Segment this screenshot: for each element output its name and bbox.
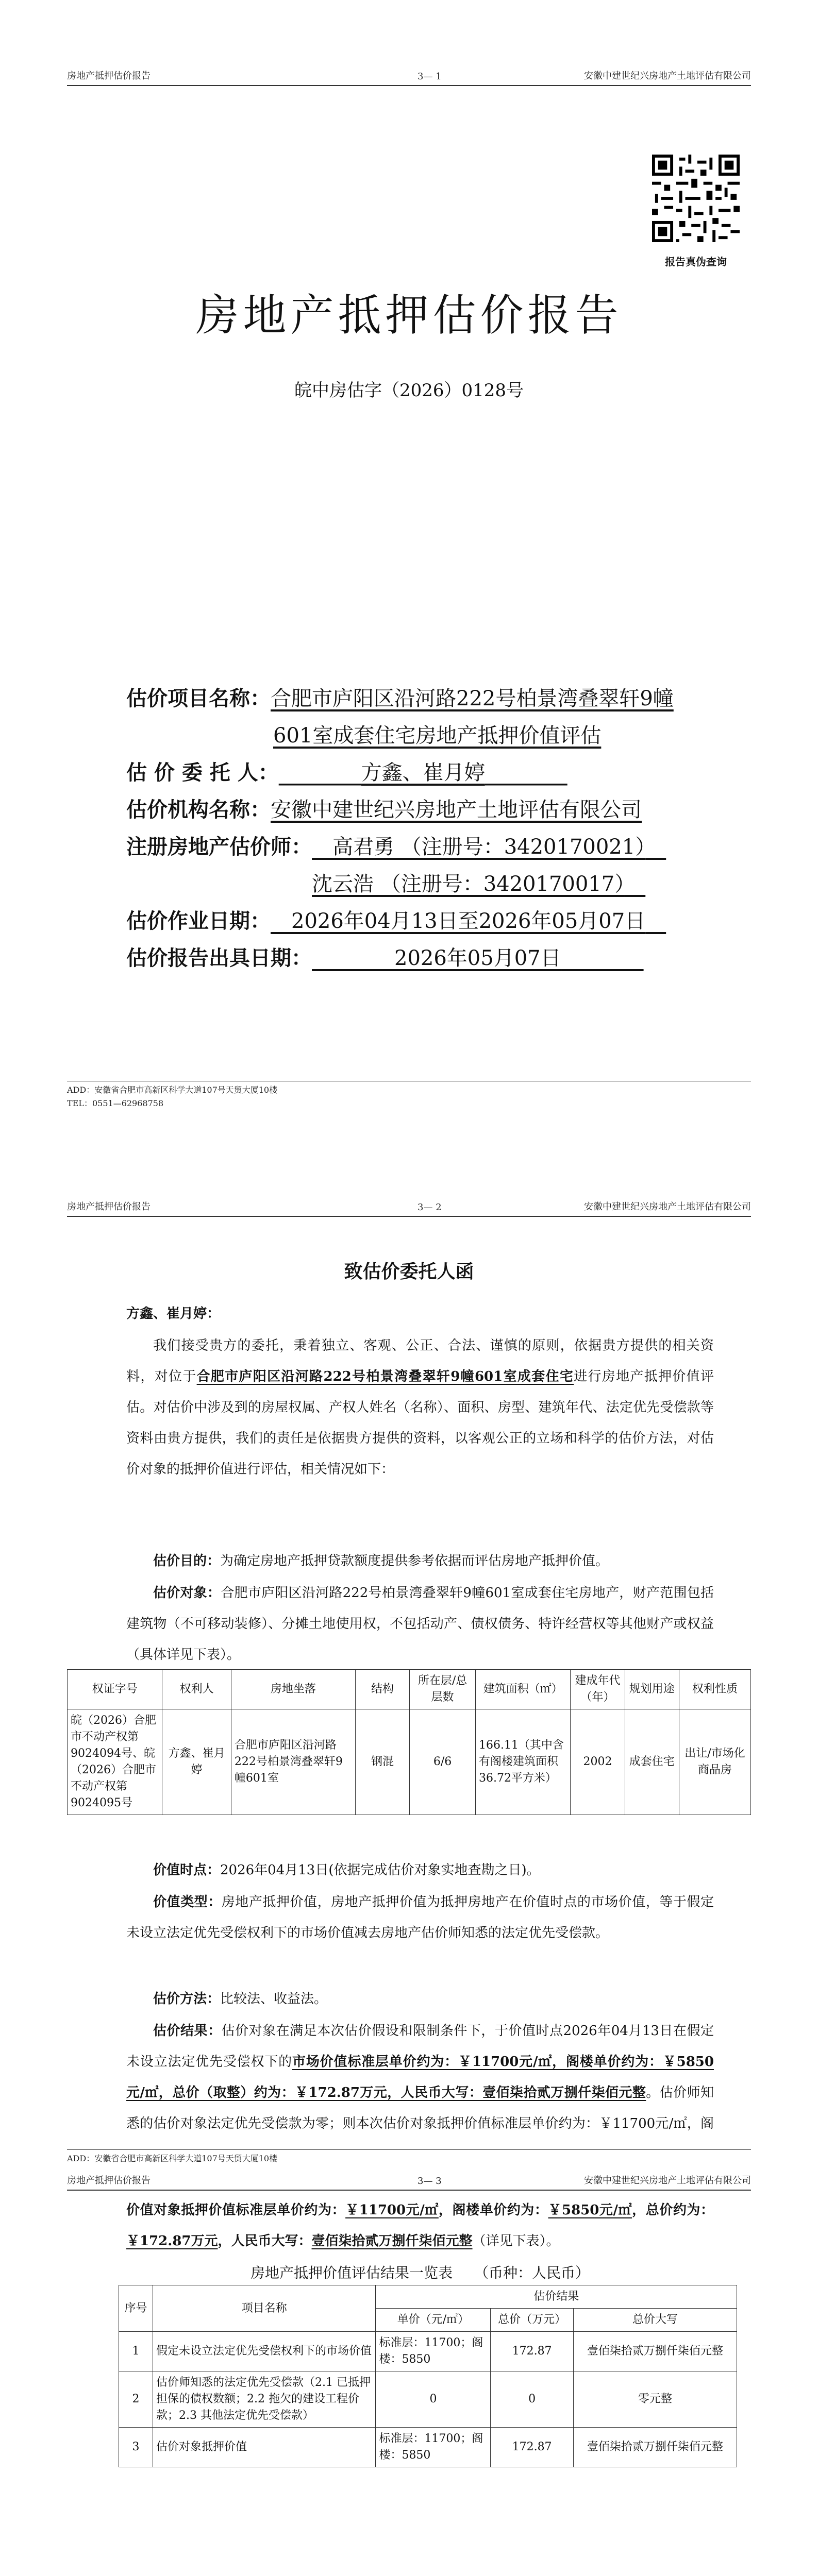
table-header: 结构: [355, 1670, 409, 1709]
project-name-2: 601室成套住宅房地产抵押价值评估: [273, 724, 602, 748]
property-table: [67, 1669, 751, 1815]
table-cell: 出让/市场化商品房: [679, 1709, 750, 1815]
header-page-number: 3— 3: [418, 2176, 442, 2187]
table-row: [119, 2371, 737, 2428]
letter-result: 估价结果：估价对象在满足本次估价假设和限制条件下，于价值时点2026年04月13日在假定未设立法定优先受偿权下的市场价值标准层单价约为：￥11700元/㎡，阁楼单价约为：￥5850元/㎡，总价（取整）约为：￥172.87万元，人民币大写：壹佰柒拾贰万捌仟柒佰元整。估价师知悉的估价对象法定优先受偿款为零；则本次估价对象抵押价值标准层单价约为：￥11700元/㎡，阁: [126, 2023, 714, 2131]
header-title: 房地产抵押估价报告: [67, 1201, 151, 1212]
client-name: 方鑫、崔月婷: [361, 761, 485, 785]
agency-label: 估价机构名称：: [126, 798, 271, 822]
table-cell: 成套住宅: [625, 1709, 679, 1815]
result-continued: 价值对象抵押价值标准层单价约为：￥11700元/㎡，阁楼单价约为：￥5850元/㎡，总价约为：￥172.87万元，人民币大写：壹佰柒拾贰万捌仟柒佰元整（详见下表）。: [126, 2202, 714, 2249]
header-item: 项目名称: [153, 2285, 375, 2332]
page-2: [0, 1108, 818, 2169]
row-item: 假定未设立法定优先受偿权利下的市场价值: [153, 2332, 375, 2371]
footer-address: ADD：安徽省合肥市高新区科学大道107号天贸大厦10楼: [67, 2154, 278, 2163]
issue-date-label: 估价报告出具日期：: [126, 946, 312, 970]
page-header: [67, 1200, 751, 1217]
summary-table: [119, 2285, 737, 2467]
agency-row: [126, 791, 719, 828]
letter-value-date: 价值时点：2026年04月13日(依据完成估价对象实地查勘之日)。: [153, 1862, 540, 1878]
footer-address: ADD：安徽省合肥市高新区科学大道107号天贸大厦10楼: [67, 1085, 278, 1095]
table-header: 权证字号: [68, 1670, 162, 1709]
row-no: 2: [119, 2371, 153, 2428]
letter-intro: 我们接受贵方的委托，秉着独立、客观、公正、合法、谨慎的原则，依据贵方提供的相关资料，对位于合肥市庐阳区沿河路222号柏景湾叠翠轩9幢601室成套住宅进行房地产抵押价值评估。对估价中涉及到的房屋权属、产权人姓名（名称）、面积、房型、建筑年代、法定优先受偿款等资料由贵方提供，我们的责任是依据贵方提供的资料，以客观公正的立场和科学的估价方法，对估价对象的抵押价值进行评估，相关情况如下：: [126, 1338, 714, 1477]
qr-code[interactable]: [652, 155, 740, 242]
client-label: 估 价 委 托 人：: [126, 760, 279, 785]
letter-method: 估价方法：比较法、收益法。: [153, 1991, 328, 2007]
issue-date: 2026年05月07日: [394, 946, 561, 970]
work-date-label: 估价作业日期：: [126, 909, 271, 933]
letter-title: 致估价委托人函: [344, 1261, 474, 1282]
table-cell: 166.11（其中含有阁楼建筑面积36.72平方米）: [475, 1709, 570, 1815]
row-no: 1: [119, 2332, 153, 2371]
header-page-number: 3— 1: [418, 71, 442, 82]
letter-salutation: 方鑫、崔月婷：: [126, 1306, 221, 1321]
row-item: 估价师知悉的法定优先受偿款（2.1 已抵押担保的债权数额；2.2 拖欠的建设工程价款；2.3 其他法定优先受偿款）: [153, 2371, 375, 2428]
table-header: 权利人: [162, 1670, 231, 1709]
project-name-1: 合肥市庐阳区沿河路222号柏景湾叠翠轩9幢: [271, 687, 674, 710]
agency-name: 安徽中建世纪兴房地产土地评估有限公司: [271, 798, 642, 822]
row-item: 估价对象抵押价值: [153, 2428, 375, 2467]
header-title: 房地产抵押估价报告: [67, 71, 151, 81]
work-date-row: [126, 903, 719, 940]
row-unit: 标准层：11700；阁楼：5850: [376, 2332, 491, 2371]
project-row: [126, 680, 719, 717]
row-upper: 壹佰柒拾贰万捌仟柒佰元整: [573, 2332, 737, 2371]
header-company: 安徽中建世纪兴房地产土地评估有限公司: [584, 71, 751, 81]
appraiser-row-2: [126, 866, 719, 903]
table-header: 房地坐落: [231, 1670, 355, 1709]
page-header: [67, 2174, 751, 2191]
table-header: 规划用途: [625, 1670, 679, 1709]
page-3: [0, 2174, 818, 2576]
table-header-row: [68, 1670, 751, 1709]
letter-value-type: 价值类型：房地产抵押价值，房地产抵押价值为抵押房地产在价值时点的市场价值，等于假定未设立法定优先受偿权利下的市场价值减去房地产估价师知悉的法定优先受偿款。: [126, 1894, 714, 1941]
row-unit: 0: [376, 2371, 491, 2428]
table-cell: 合肥市庐阳区沿河路222号柏景湾叠翠轩9幢601室: [231, 1709, 355, 1815]
header-result: 估价结果: [376, 2285, 737, 2309]
letter-purpose: 估价目的：为确定房地产抵押贷款额度提供参考依据而评估房地产抵押价值。: [153, 1553, 609, 1569]
table-cell: 6/6: [410, 1709, 476, 1815]
page-footer: [67, 2149, 751, 2165]
project-label: 估价项目名称：: [126, 686, 271, 710]
table-cell: 2002: [571, 1709, 625, 1815]
page-1: [0, 0, 818, 1108]
table-header: 权利性质: [679, 1670, 750, 1709]
summary-caption: 房地产抵押价值评估结果一览表 （币种：人民币）: [250, 2264, 590, 2281]
row-unit: 标准层：11700；阁楼：5850: [376, 2428, 491, 2467]
header-upper: 总价大写: [573, 2309, 737, 2332]
row-no: 3: [119, 2428, 153, 2467]
client-row: [126, 754, 719, 791]
cover-info: [126, 680, 719, 977]
row-upper: 壹佰柒拾贰万捌仟柒佰元整: [573, 2428, 737, 2467]
header-title: 房地产抵押估价报告: [67, 2175, 151, 2186]
header-company: 安徽中建世纪兴房地产土地评估有限公司: [584, 1201, 751, 1212]
issue-date-row: [126, 940, 719, 977]
qr-caption: 报告真伪查询: [665, 256, 727, 268]
property-address: 合肥市庐阳区沿河路222号柏景湾叠翠轩9幢601室成套住宅: [196, 1369, 574, 1384]
appraiser-1: 高君勇 （注册号：3420170021）: [332, 835, 646, 859]
table-header: 所在层/总层数: [410, 1670, 476, 1709]
header-total: 总价（万元）: [491, 2309, 573, 2332]
row-total: 172.87: [491, 2332, 573, 2371]
table-header: 建筑面积（㎡）: [475, 1670, 570, 1709]
table-cell: 钢混: [355, 1709, 409, 1815]
table-header: 建成年代（年）: [571, 1670, 625, 1709]
table-row: [68, 1709, 751, 1815]
header-company: 安徽中建世纪兴房地产土地评估有限公司: [584, 2175, 751, 2186]
row-total: 172.87: [491, 2428, 573, 2467]
table-cell: 方鑫、崔月婷: [162, 1709, 231, 1815]
report-ref-no: 皖中房估字（2026）0128号: [294, 380, 524, 401]
row-total: 0: [491, 2371, 573, 2428]
report-title: 房地产抵押估价报告: [195, 290, 623, 341]
row-upper: 零元整: [573, 2371, 737, 2428]
market-value: 市场价值标准层单价约为：￥11700元/㎡，阁楼单价约为：￥5850元/㎡，总价（取整）约为：￥172.87万元，人民币大写：壹佰柒拾贰万捌仟柒佰元整: [126, 2054, 714, 2100]
letter-object: 估价对象：合肥市庐阳区沿河路222号柏景湾叠翠轩9幢601室成套住宅房地产，财产范围包括建筑物（不可移动装修）、分摊土地使用权，不包括动产、债权债务、特许经营权等其他财产或权益（具体详见下表）。: [126, 1585, 714, 1663]
table-row: [119, 2332, 737, 2371]
table-row: [119, 2428, 737, 2467]
appraiser-2: 沈云浩 （注册号：3420170017）: [312, 872, 625, 896]
header-page-number: 3— 2: [418, 1202, 442, 1213]
header-no: 序号: [119, 2285, 153, 2332]
header-unit: 单价（元/㎡）: [376, 2309, 491, 2332]
project-row-2: [126, 717, 719, 754]
appraiser-label: 注册房地产估价师：: [126, 835, 312, 859]
table-header-row: [119, 2285, 737, 2309]
page-header: [67, 70, 751, 86]
table-cell: 皖（2026）合肥市不动产权第9024094号、皖（2026）合肥市不动产权第9024095号: [68, 1709, 162, 1815]
work-date: 2026年04月13日至2026年05月07日: [291, 909, 646, 933]
appraiser-row: [126, 828, 719, 866]
page-footer: [67, 1081, 751, 1110]
footer-tel: TEL：0551—62968758: [67, 1098, 164, 1108]
